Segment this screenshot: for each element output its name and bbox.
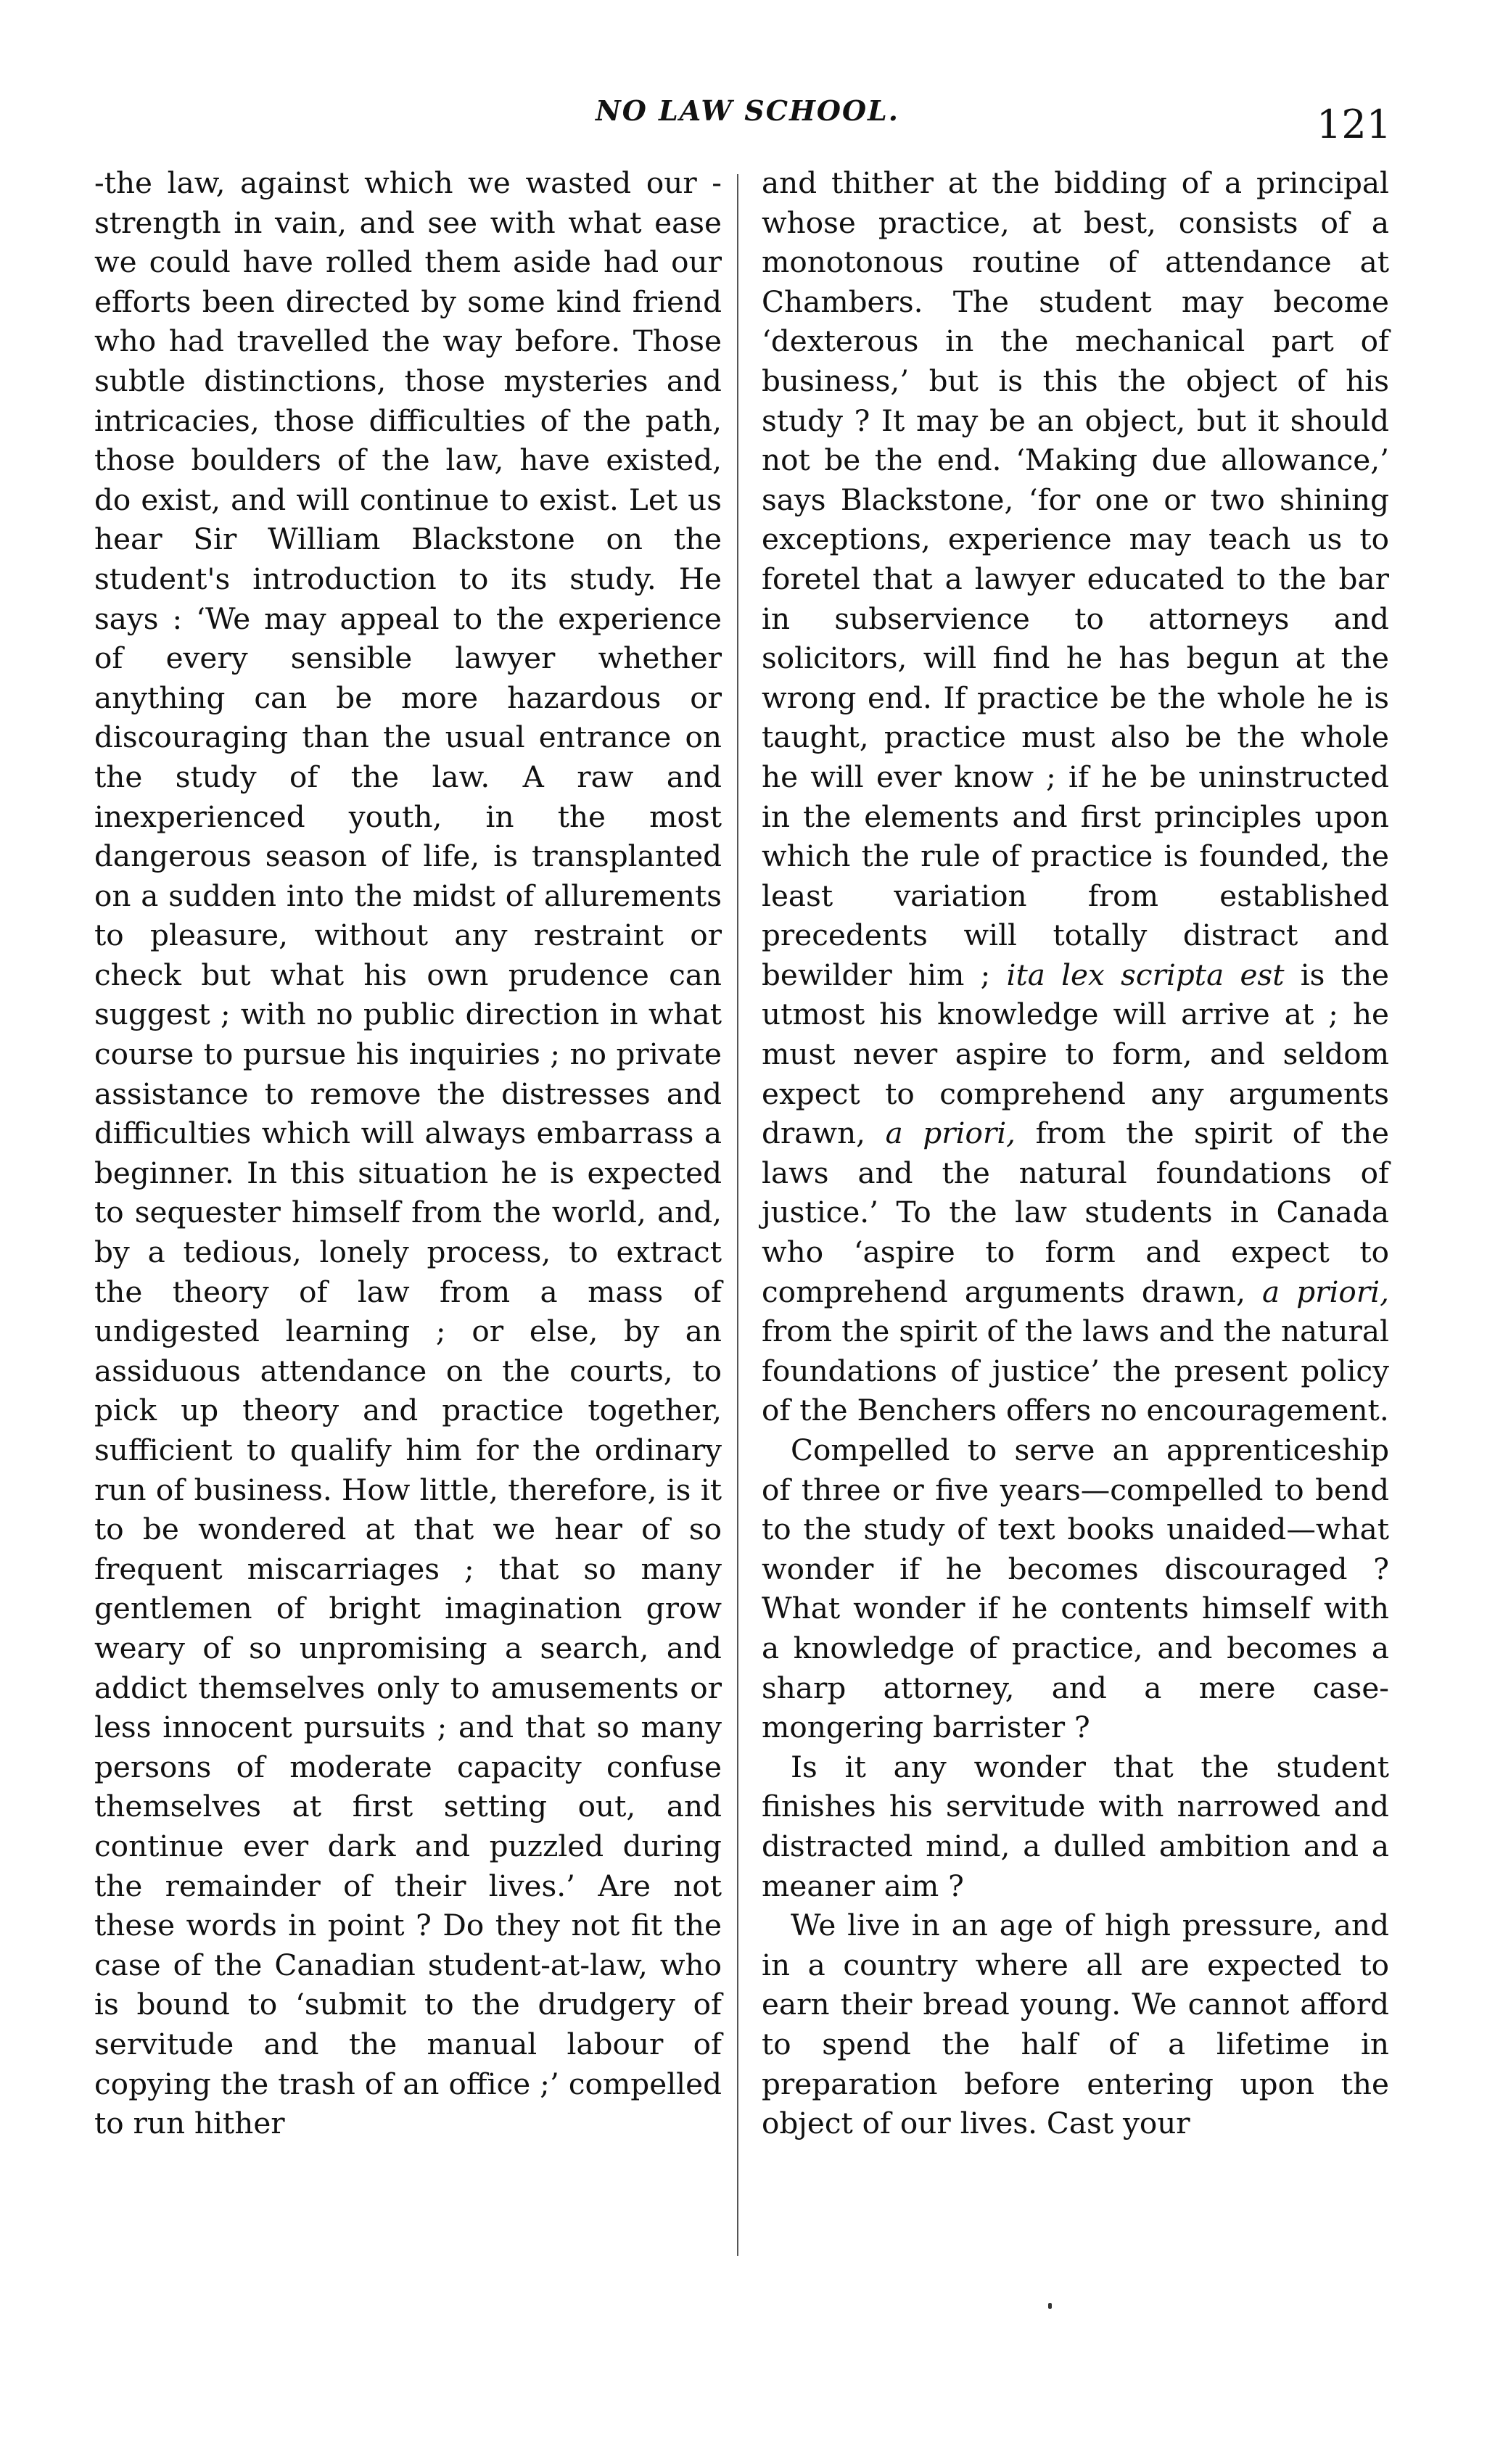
right-p1-italic-c: a priori, bbox=[1262, 1274, 1389, 1309]
right-p1-text-d: from the spirit of the laws and the natural foundations of justice’ the present policy of the Benchers offers no encouragement. bbox=[762, 1314, 1389, 1428]
column-divider bbox=[737, 174, 738, 2256]
right-paragraph-3: Is it any wonder that the student finishes his servitude with narrowed and distracted mind, a dulled ambition and a meaner aim ? bbox=[762, 1749, 1389, 1903]
right-paragraph-1 bbox=[762, 163, 1389, 1430]
right-paragraph-2: Compelled to serve an apprenticeship of three or five years—compelled to bend to the study of text books unaided—what wonder if he becomes discouraged ? What wonder if he contents himself with a knowledge of practice, and becomes a sharp attorney, and a mere case-mongering barrister ? bbox=[762, 1433, 1389, 1745]
left-column bbox=[94, 163, 722, 2143]
right-p1-text-c: from the spirit of the laws and the natural foundations of justice.’ To the law students in Canada who ‘aspire to form and expect to comprehend arguments drawn, bbox=[762, 1116, 1390, 1309]
right-p1-text-a: and thither at the bidding of a principal whose practice, at best, consists of a monotonous routine of attendance at Chambers. The student may become ‘dexterous in the mechanical part of business,’ but is this the object of his study ? It may be an object, but it should not be the end. ‘Making due allowance,’ says Blackstone, ‘for one or two shining exceptions, experience may teach us to foretel that a lawyer educated to the bar in subservience to attorneys and solicitors, will find he has begun at the wrong end. If practice be the whole he is taught, practice must also be the whole he will ever know ; if he be uninstructed in the elements and first principles upon which the rule of practice is founded, the least variation from established precedents will totally distract and bewilder him ; bbox=[762, 165, 1389, 992]
running-title: NO LAW SCHOOL. bbox=[595, 94, 900, 127]
right-p1-text-b: is the utmost his knowledge will arrive at ; he must never aspire to form, and seldom expect to comprehend any arguments drawn, bbox=[762, 957, 1390, 1151]
left-paragraph-1: -the law, against which we wasted our -strength in vain, and see with what ease we could have rolled them aside had our efforts been directed by some kind friend who had travelled the way before. Those subtle distinctions, those mysteries and intricacies, those difficulties of the path, those boulders of the law, have existed, do exist, and will continue to exist. Let us hear Sir William Blackstone on the student's introduction to its study. He says : ‘We may appeal to the experience of every sensible lawyer whether anything can be more hazardous or discouraging than the usual entrance on the study of the law. A raw and inexperienced youth, in the most dangerous season of life, is transplanted on a sudden into the midst of allurements to pleasure, without any restraint or check but what his own prudence can suggest ; with no public direction in what course to pursue his inquiries ; no private assistance to remove the distresses and difficulties which will always embarrass a beginner. In this situation he is expected to sequester himself from the world, and, by a tedious, lonely process, to extract the theory of law from a mass of undigested learning ; or else, by an assiduous attendance on the courts, to pick up theory and practice together, sufficient to qualify him for the ordinary run of business. How little, therefore, is it to be wondered at that we hear of so frequent miscarriages ; that so many gentlemen of bright imagination grow weary of so unpromising a search, and addict themselves only to amusements or less innocent pursuits ; and that so many persons of moderate capacity confuse themselves at first setting out, and continue ever dark and puzzled during the remainder of their lives.’ Are not these words in point ? Do they not fit the case of the Canadian student-at-law, who is bound to ‘submit to the drudgery of servitude and the manual labour of copying the trash of an office ;’ compelled to run hither bbox=[94, 165, 722, 2141]
right-p1-italic-a: ita lex scripta est bbox=[1006, 957, 1285, 992]
page-number: 121 bbox=[1317, 102, 1392, 147]
right-p1-italic-b: a priori, bbox=[885, 1116, 1016, 1151]
print-speck bbox=[1048, 2303, 1052, 2309]
right-paragraph-4: We live in an age of high pressure, and in a country where all are expected to earn their bread young. We cannot afford to spend the half of a lifetime in preparation before entering upon the object of our lives. Cast your bbox=[762, 1908, 1389, 2141]
right-column bbox=[762, 163, 1389, 2143]
